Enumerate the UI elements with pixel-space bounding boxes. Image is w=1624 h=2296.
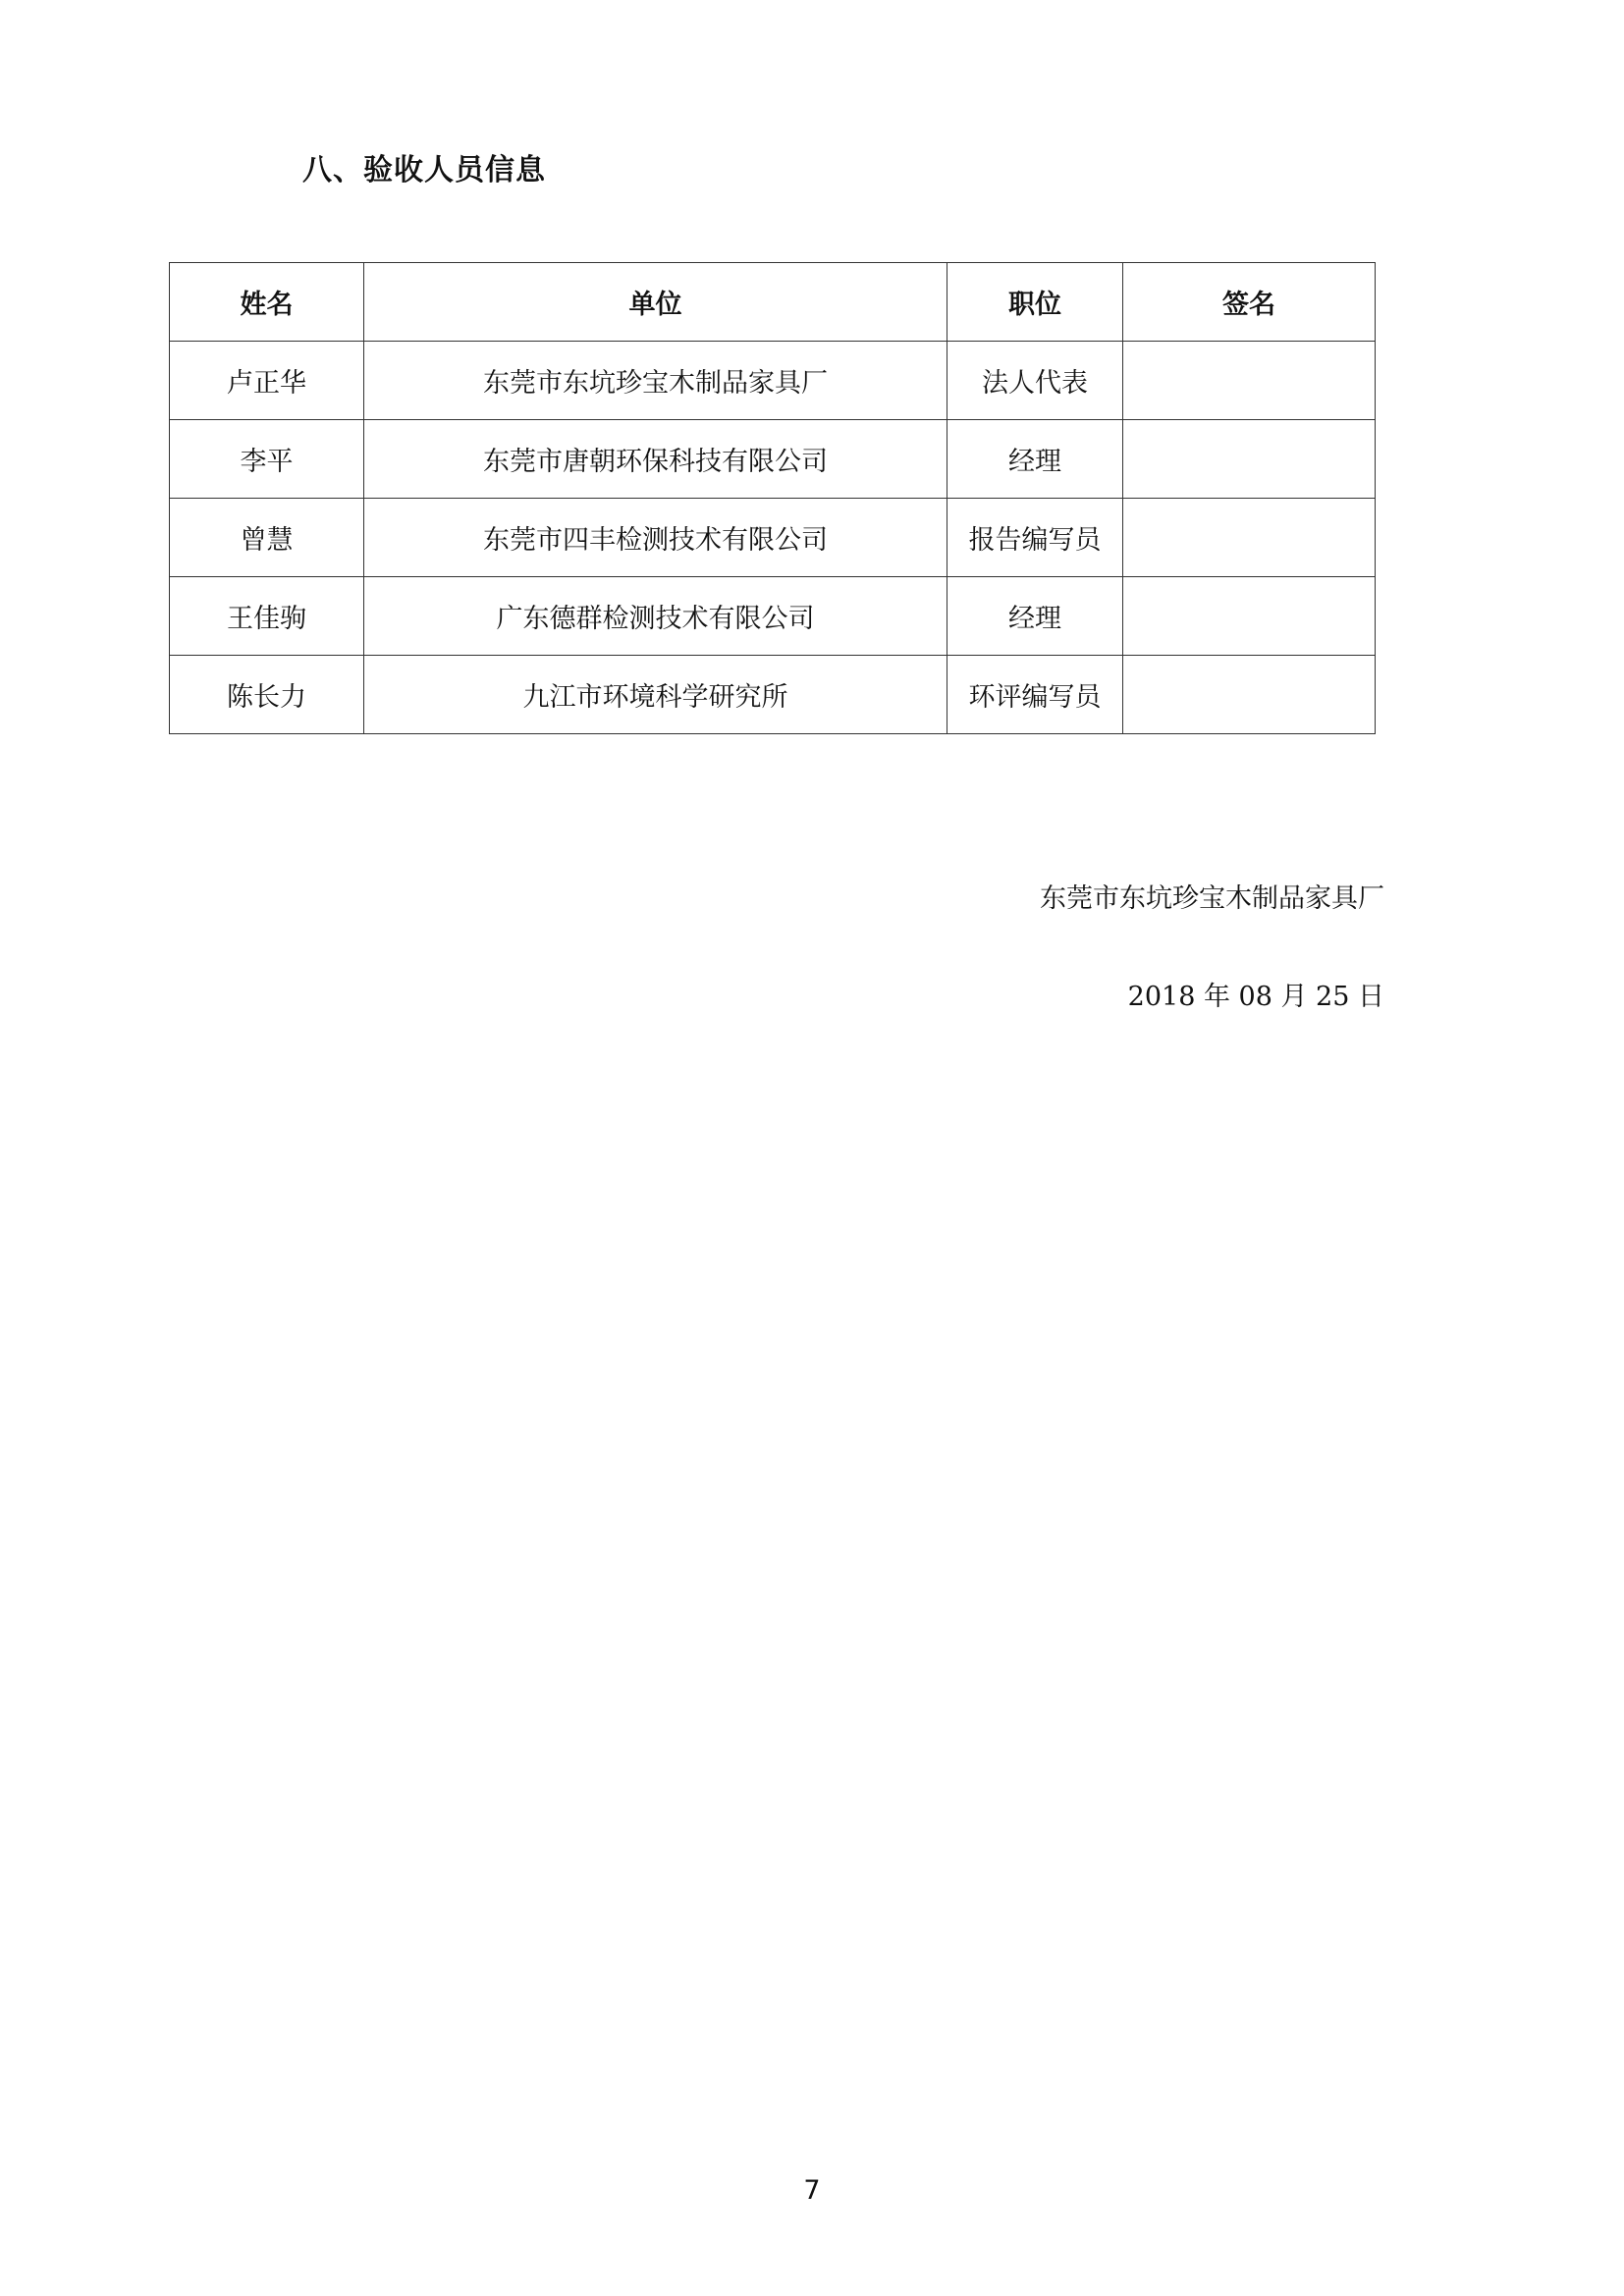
signature-cell (1123, 420, 1376, 499)
name-cell: 李平 (170, 420, 364, 499)
footer-company: 东莞市东坑珍宝木制品家具厂 (1040, 883, 1384, 914)
signature-cell (1123, 656, 1376, 734)
table-row (170, 499, 1376, 577)
unit-cell: 东莞市四丰检测技术有限公司 (364, 499, 947, 577)
table-header-row (170, 263, 1376, 342)
name-cell: 王佳驹 (170, 577, 364, 656)
table-row (170, 342, 1376, 420)
position-cell: 环评编写员 (947, 656, 1123, 734)
table-row (170, 577, 1376, 656)
position-cell: 经理 (947, 420, 1123, 499)
footer-date: 2018 年 08 月 25 日 (1127, 982, 1384, 1012)
position-cell: 报告编写员 (947, 499, 1123, 577)
signature-cell (1123, 342, 1376, 420)
page-number: 7 (803, 2175, 821, 2206)
name-cell: 陈长力 (170, 656, 364, 734)
header-position: 职位 (947, 263, 1123, 342)
signature-cell (1123, 499, 1376, 577)
header-name: 姓名 (170, 263, 364, 342)
position-cell: 经理 (947, 577, 1123, 656)
table-row (170, 420, 1376, 499)
unit-cell: 东莞市东坑珍宝木制品家具厂 (364, 342, 947, 420)
unit-cell: 东莞市唐朝环保科技有限公司 (364, 420, 947, 499)
unit-cell: 广东德群检测技术有限公司 (364, 577, 947, 656)
signature-cell (1123, 577, 1376, 656)
name-cell: 卢正华 (170, 342, 364, 420)
section-heading: 八、验收人员信息 (302, 153, 546, 187)
header-unit: 单位 (364, 263, 947, 342)
name-cell: 曾慧 (170, 499, 364, 577)
acceptance-staff-table (169, 262, 1376, 734)
unit-cell: 九江市环境科学研究所 (364, 656, 947, 734)
position-cell: 法人代表 (947, 342, 1123, 420)
table-row (170, 656, 1376, 734)
header-signature: 签名 (1123, 263, 1376, 342)
